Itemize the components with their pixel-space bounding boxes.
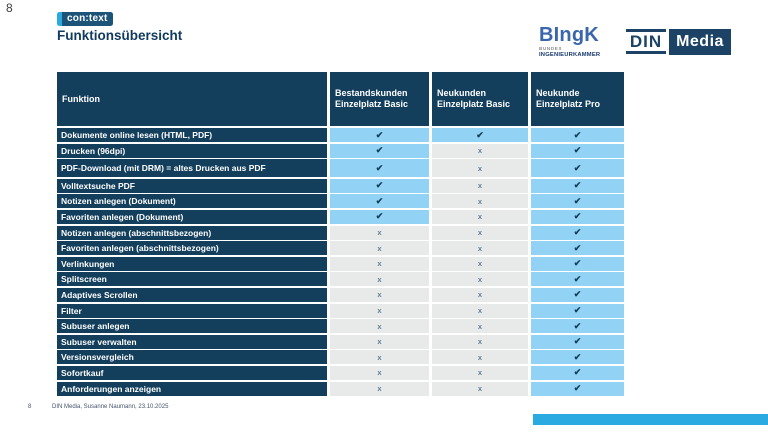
footer-text: DIN Media, Susanne Naumann, 23.10.2025 [52,404,169,410]
x-mark-cell: x [330,382,429,396]
check-mark-cell: ✔ [330,179,429,193]
table-row [57,179,624,193]
table-row [57,288,624,302]
table-row [57,335,624,349]
check-mark-cell: ✔ [531,257,624,271]
din-logo-bottom-bar [626,51,666,54]
table-row [57,159,624,177]
x-mark-cell: x [432,350,528,364]
din-logo [626,29,666,54]
table-row [57,319,624,333]
table-row [57,272,624,286]
column-header: Neukunden Einzelplatz Basic [432,72,528,126]
feature-label: Subuser verwalten [57,335,327,349]
x-mark-cell: x [432,366,528,380]
column-header: Funktion [57,72,327,126]
feature-label: Adaptives Scrollen [57,288,327,302]
x-mark-cell: x [330,241,429,255]
check-mark-cell: ✔ [330,159,429,177]
bingk-logo-ingenieurkammer: INGENIEURKAMMER [539,52,601,58]
table-row [57,382,624,396]
check-mark-cell: ✔ [531,319,624,333]
check-mark-cell: ✔ [531,272,624,286]
check-mark-cell: ✔ [531,210,624,224]
feature-label: Favoriten anlegen (Dokument) [57,210,327,224]
x-mark-cell: x [432,382,528,396]
x-mark-cell: x [432,257,528,271]
feature-label: Filter [57,304,327,318]
feature-table [57,72,624,397]
feature-label: Splitscreen [57,272,327,286]
x-mark-cell: x [432,159,528,177]
x-mark-cell: x [432,226,528,240]
x-mark-cell: x [432,194,528,208]
check-mark-cell: ✔ [531,382,624,396]
feature-label: Subuser anlegen [57,319,327,333]
bingk-logo-bundes: BUNDES [539,46,563,51]
feature-label: Anforderungen anzeigen [57,382,327,396]
table-row [57,304,624,318]
check-mark-cell: ✔ [531,194,624,208]
x-mark-cell: x [330,319,429,333]
check-mark-cell: ✔ [531,241,624,255]
x-mark-cell: x [330,366,429,380]
feature-label: Volltextsuche PDF [57,179,327,193]
check-mark-cell: ✔ [531,366,624,380]
feature-label: Drucken (96dpi) [57,144,327,158]
x-mark-cell: x [432,319,528,333]
table-row [57,257,624,271]
x-mark-cell: x [432,304,528,318]
table-row [57,366,624,380]
context-logo-text: con:text [62,12,113,26]
x-mark-cell: x [330,304,429,318]
din-logo-text: DIN [629,32,663,51]
check-mark-cell: ✔ [531,159,624,177]
x-mark-cell: x [330,226,429,240]
table-row [57,210,624,224]
x-mark-cell: x [432,179,528,193]
check-mark-cell: ✔ [330,144,429,158]
check-mark-cell: ✔ [531,128,624,142]
check-mark-cell: ✔ [531,335,624,349]
bingk-logo [539,25,634,59]
check-mark-cell: ✔ [330,128,429,142]
table-header-row [57,72,624,126]
table-row [57,226,624,240]
feature-label: Versionsvergleich [57,350,327,364]
feature-label: Notizen anlegen (abschnittsbezogen) [57,226,327,240]
table-row [57,194,624,208]
feature-label: PDF-Download (mit DRM) = altes Drucken aus PDF [57,159,327,177]
x-mark-cell: x [432,144,528,158]
bottom-accent-bar [533,414,768,425]
bingk-logo-main: BIngK [539,24,599,46]
table-row [57,241,624,255]
footer-page-number: 8 [28,404,32,410]
check-mark-cell: ✔ [330,210,429,224]
table-row [57,128,624,142]
page-title: Funktionsübersicht [57,28,183,43]
table-body [57,128,624,396]
column-header: Neukunde Einzelplatz Pro [531,72,624,126]
check-mark-cell: ✔ [531,288,624,302]
x-mark-cell: x [432,241,528,255]
feature-label: Sofortkauf [57,366,327,380]
x-mark-cell: x [432,335,528,349]
check-mark-cell: ✔ [531,144,624,158]
feature-label: Verlinkungen [57,257,327,271]
x-mark-cell: x [330,257,429,271]
x-mark-cell: x [330,288,429,302]
check-mark-cell: ✔ [432,128,528,142]
x-mark-cell: x [330,272,429,286]
check-mark-cell: ✔ [330,194,429,208]
x-mark-cell: x [330,335,429,349]
check-mark-cell: ✔ [531,179,624,193]
context-logo [57,12,113,26]
check-mark-cell: ✔ [531,304,624,318]
table-row [57,350,624,364]
x-mark-cell: x [432,288,528,302]
slide-number-top: 8 [6,1,13,15]
x-mark-cell: x [330,350,429,364]
feature-label: Favoriten anlegen (abschnittsbezogen) [57,241,327,255]
column-header: Bestandskunden Einzelplatz Basic [330,72,429,126]
check-mark-cell: ✔ [531,226,624,240]
table-row [57,144,624,158]
check-mark-cell: ✔ [531,350,624,364]
x-mark-cell: x [432,272,528,286]
feature-label: Notizen anlegen (Dokument) [57,194,327,208]
feature-label: Dokumente online lesen (HTML, PDF) [57,128,327,142]
din-media-logo-text: Media [669,29,731,55]
x-mark-cell: x [432,210,528,224]
